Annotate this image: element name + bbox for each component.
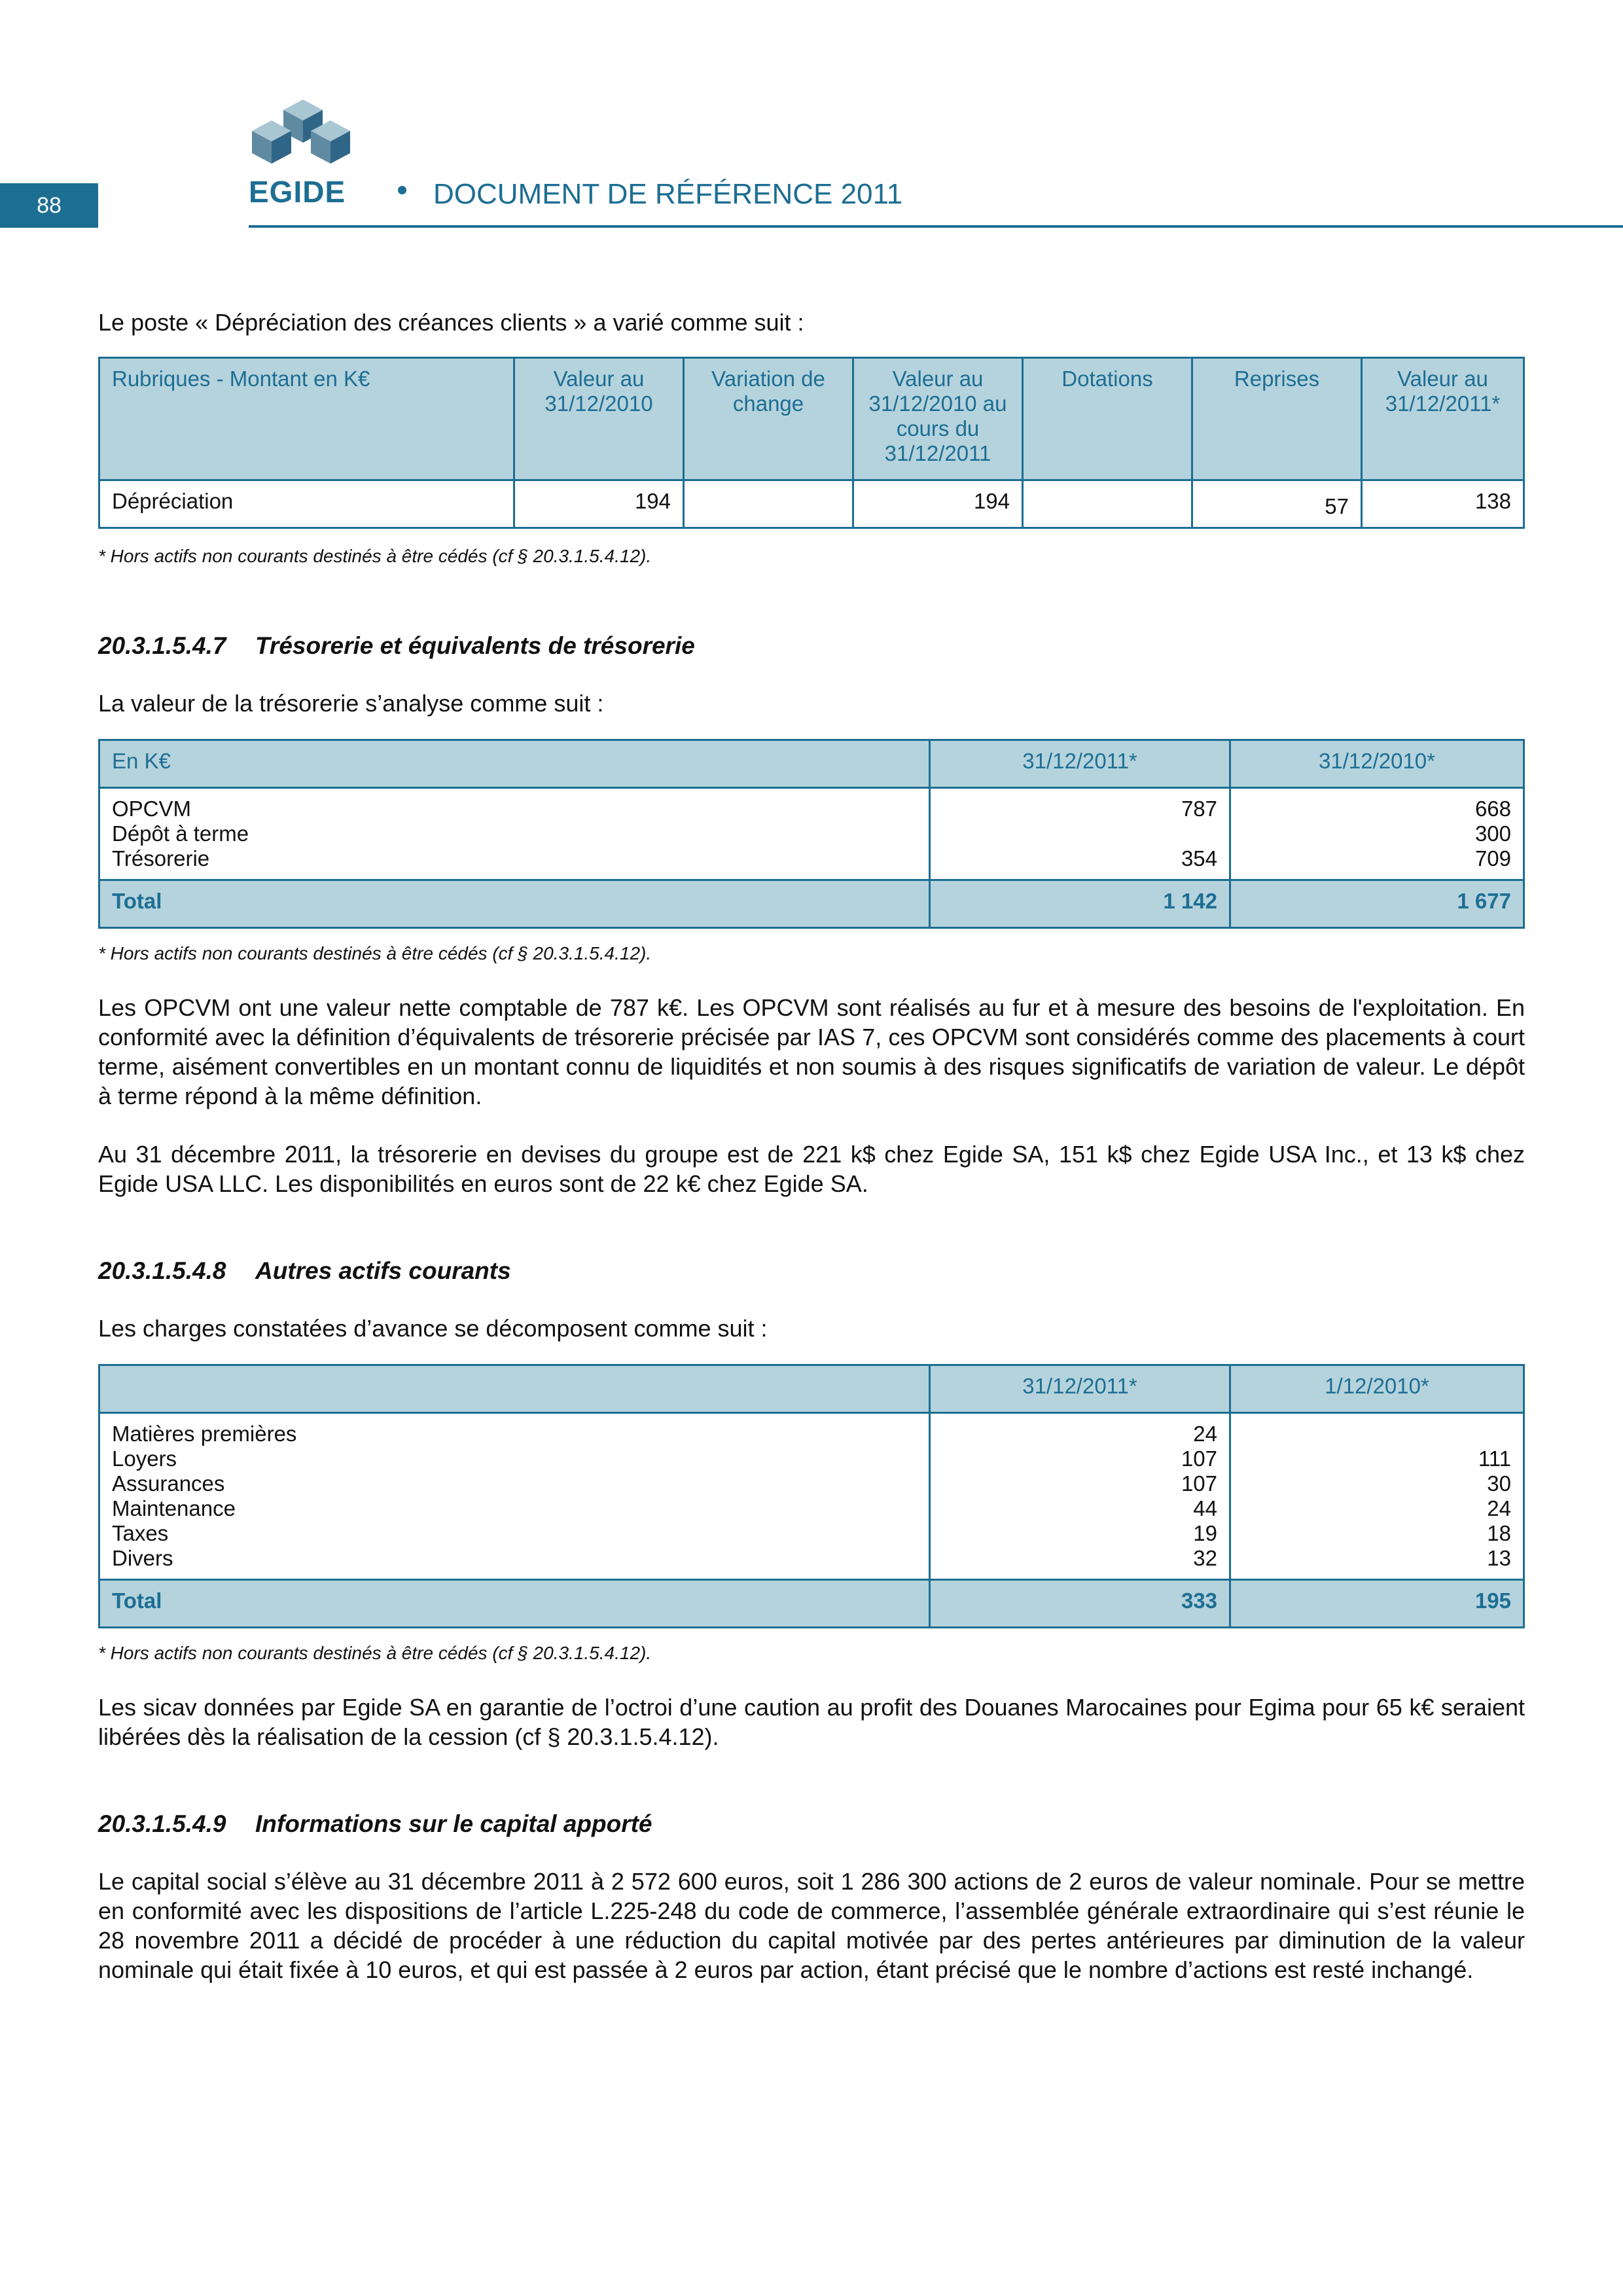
row-label: Divers [112, 1546, 173, 1570]
header-cell: Reprises [1192, 358, 1362, 480]
footnote: * Hors actifs non courants destinés à être cédés (cf § 20.3.1.5.4.12). [98, 546, 652, 566]
section-heading [98, 1810, 1525, 1838]
table-cell: 709 [1474, 846, 1511, 870]
table-cell: 57 [1192, 480, 1362, 528]
header-cell: 31/12/2011* [930, 1365, 1230, 1413]
table-cell: 194 [514, 480, 684, 528]
table-cell [942, 821, 1217, 846]
row-label: Loyers [112, 1446, 177, 1471]
row-label: Maintenance [112, 1496, 236, 1520]
row-label: Matières premières [112, 1422, 297, 1446]
row-label: Taxes [112, 1521, 169, 1545]
section-title: Autres actifs courants [255, 1257, 511, 1284]
table-cell: 24 [1193, 1422, 1217, 1446]
intro-treasury: La valeur de la trésorerie s’analyse comme suit : [98, 690, 604, 717]
total-row [99, 880, 1524, 928]
table-cell: 18 [1487, 1521, 1511, 1545]
header-rule [249, 225, 1623, 228]
header-cell [99, 1365, 930, 1413]
total-cell: 1 142 [930, 880, 1230, 928]
row-labels [99, 1413, 930, 1580]
table-cell: 111 [1478, 1446, 1511, 1471]
header-cell: 1/12/2010* [1230, 1365, 1524, 1413]
table-row [99, 788, 1524, 880]
table-cell: 138 [1362, 480, 1524, 528]
column-2010 [1230, 788, 1524, 880]
table-cell: 30 [1487, 1471, 1511, 1496]
logo-wordmark: EGIDE [249, 175, 346, 209]
table-header-row [99, 1365, 1524, 1413]
table-cell [1243, 1422, 1511, 1446]
header-cell: 31/12/2010* [1230, 740, 1524, 788]
paragraph-capital: Le capital social s’élève au 31 décembre 2011 à 2 572 600 euros, soit 1 286 300 actions de 2 euros de valeur nominale. Pour se mettre en conformité avec les dispositions de l’article L.225-248 du code de commerce, l’assemblée générale extraordinaire qui s’est réunie le 28 novembre 2011 a décidé de procéder à une réduction du capital motivée par des pertes antérieures par diminution de la valeur nominale qui était fixée à 10 euros, et qui est passée à 2 euros par action, étant précisé que le nombre d’actions est resté inchangé. [98, 1868, 1525, 1983]
depreciation-table [98, 357, 1525, 529]
column-2011 [930, 788, 1230, 880]
header-cell: Valeur au 31/12/2010 au cours du 31/12/2011 [853, 358, 1023, 480]
total-cell: 195 [1230, 1580, 1524, 1628]
column-2010 [1230, 1413, 1524, 1580]
section-number: 20.3.1.5.4.9 [98, 1810, 226, 1837]
row-label: Assurances [112, 1471, 225, 1496]
row-label: OPCVM [112, 797, 192, 821]
total-cell: 1 677 [1230, 880, 1524, 928]
row-label: Dépôt à terme [112, 821, 249, 846]
table-cell: 19 [1193, 1521, 1217, 1545]
table-cell: 24 [1487, 1496, 1511, 1520]
table-cell: 300 [1474, 821, 1511, 846]
total-cell: 333 [930, 1580, 1230, 1628]
section-title: Informations sur le capital apporté [255, 1810, 652, 1837]
intro-depreciation: Le poste « Dépréciation des créances clients » a varié comme suit : [98, 309, 804, 336]
section-number: 20.3.1.5.4.7 [98, 632, 226, 659]
paragraph-opcvm: Les OPCVM ont une valeur nette comptable de 787 k€. Les OPCVM sont réalisés au fur et à mesure des besoins de l'exploitation. En conformité avec la définition d’équivalents de trésorerie précisée par IAS 7, ces OPCVM sont considérés comme des placements à court terme, aisément convertibles en un montant connu de liquidités et non soumis à des risques significatifs de variation de valeur. Le dépôt à terme répond à la même définition. [98, 994, 1525, 1109]
intro-prepaid: Les charges constatées d’avance se décomposent comme suit : [98, 1315, 768, 1342]
header-cell: Valeur au 31/12/2010 [514, 358, 684, 480]
column-2011 [930, 1413, 1230, 1580]
row-labels [99, 788, 930, 880]
table-cell: 354 [1181, 846, 1217, 870]
table-cell: 32 [1193, 1546, 1217, 1570]
header-cell: Valeur au 31/12/2011* [1362, 358, 1524, 480]
table-cell: 107 [1181, 1471, 1217, 1496]
table-cell: 194 [853, 480, 1023, 528]
total-row [99, 1580, 1524, 1628]
prepaid-table [98, 1364, 1525, 1628]
paragraph-currency: Au 31 décembre 2011, la trésorerie en devises du groupe est de 221 k$ chez Egide SA, 151 k$ chez Egide USA Inc., et 13 k$ chez Egide USA LLC. Les disponibilités en euros sont de 22 k€ chez Egide SA. [98, 1141, 1525, 1197]
document-title: DOCUMENT DE RÉFÉRENCE 2011 [433, 178, 903, 210]
row-label: Dépréciation [99, 480, 514, 528]
section-heading [98, 1257, 1525, 1285]
section-number: 20.3.1.5.4.8 [98, 1257, 226, 1284]
table-row [99, 1413, 1524, 1580]
header-cell: 31/12/2011* [930, 740, 1230, 788]
footnote: * Hors actifs non courants destinés à être cédés (cf § 20.3.1.5.4.12). [98, 943, 652, 963]
table-header-row [99, 358, 1524, 480]
table-cell: 44 [1193, 1496, 1217, 1520]
row-label: Trésorerie [112, 846, 210, 870]
header-cell: En K€ [99, 740, 930, 788]
page-content [98, 308, 1525, 1984]
section-heading [98, 632, 1525, 660]
table-cell: 13 [1487, 1546, 1511, 1570]
paragraph-sicav: Les sicav données par Egide SA en garantie de l’octroi d’une caution au profit des Douanes Marocaines pour Egima pour 65 k€ seraient libérées dès la réalisation de la cession (cf § 20.3.1.5.4.12). [98, 1694, 1525, 1750]
total-label: Total [99, 880, 930, 928]
total-label: Total [99, 1580, 930, 1628]
header-cell: Variation de change [684, 358, 853, 480]
treasury-table [98, 739, 1525, 929]
footnote: * Hors actifs non courants destinés à être cédés (cf § 20.3.1.5.4.12). [98, 1643, 652, 1663]
section-title: Trésorerie et équivalents de trésorerie [255, 632, 695, 659]
page-number: 88 [0, 183, 98, 228]
table-row [99, 480, 1524, 528]
table-cell: 668 [1474, 797, 1511, 821]
table-cell: 107 [1181, 1446, 1217, 1471]
table-header-row [99, 740, 1524, 788]
header-cell: Dotations [1023, 358, 1192, 480]
table-cell [1023, 480, 1192, 528]
table-cell: 787 [1181, 797, 1217, 821]
header-bullet [398, 186, 406, 194]
table-cell [684, 480, 853, 528]
header-cell: Rubriques - Montant en K€ [99, 358, 514, 480]
